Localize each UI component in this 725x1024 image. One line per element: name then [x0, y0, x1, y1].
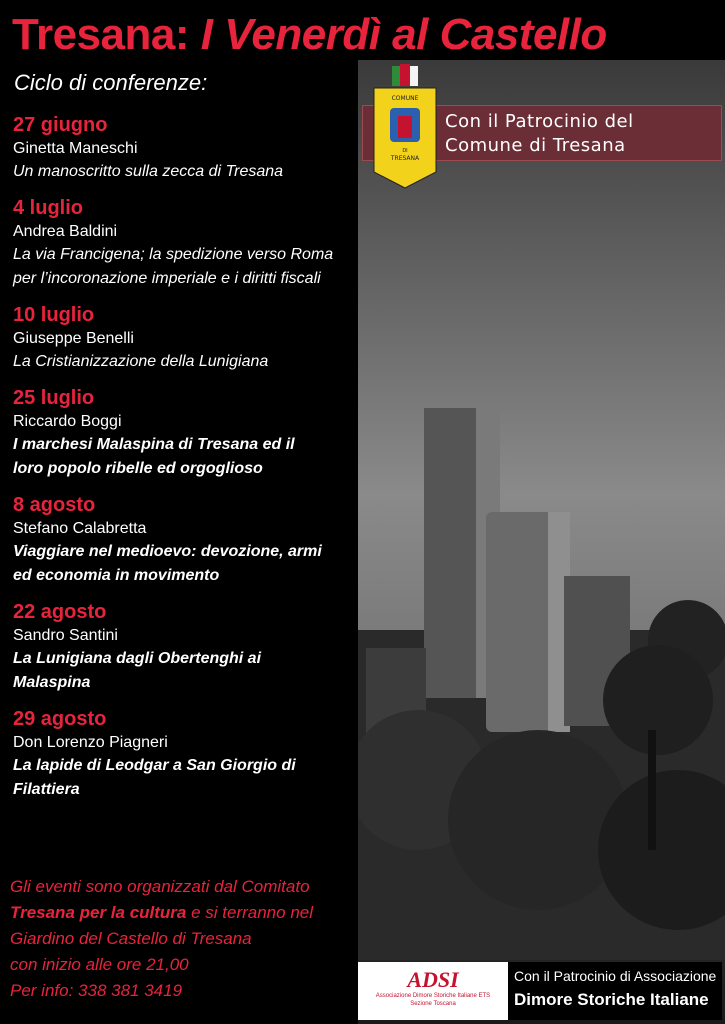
- castle-illustration: [358, 400, 725, 960]
- title-place: Tresana:: [12, 10, 201, 59]
- event-item: [13, 385, 358, 481]
- event-date: 27 giugno: [13, 114, 108, 136]
- event-info-footer: [10, 874, 358, 1004]
- event-item: [13, 302, 358, 374]
- title-series: I Venerdì al Castello: [200, 10, 607, 59]
- event-talk-line: La Lunigiana dagli Obertenghi ai: [13, 650, 262, 667]
- event-talk-line: La via Francigena; la spedizione verso Roma: [13, 246, 334, 263]
- event-speaker: Riccardo Boggi: [13, 413, 122, 430]
- footer-phone: Per info: 338 381 3419: [10, 981, 183, 1000]
- adsi-logo-text: ADSI: [407, 967, 459, 992]
- event-item: [13, 599, 358, 695]
- event-date: 22 agosto: [13, 601, 107, 623]
- footer-line: con inizio alle ore 21,00: [10, 955, 189, 974]
- event-talk-line: per l’incoronazione imperiale e i diritti fiscali: [13, 270, 321, 287]
- patronage-line2: Comune di Tresana: [445, 135, 626, 156]
- adsi-logo: [358, 962, 508, 1020]
- event-item: [13, 195, 358, 291]
- event-talk-line: Filattiera: [13, 781, 80, 798]
- footer-line: Giardino del Castello di Tresana: [10, 929, 252, 948]
- dimore-line1: Con il Patrocinio di Associazione: [514, 968, 717, 984]
- footer-line: Gli eventi sono organizzati dal Comitato: [10, 877, 310, 896]
- event-item: [13, 112, 358, 184]
- event-date: 25 luglio: [13, 387, 95, 409]
- event-talk-line: La Cristianizzazione della Lunigiana: [13, 353, 269, 370]
- subtitle: Ciclo di conferenze:: [14, 70, 208, 95]
- event-speaker: Don Lorenzo Piagneri: [13, 734, 168, 751]
- event-talk-line: Malaspina: [13, 674, 91, 691]
- event-speaker: Stefano Calabretta: [13, 520, 147, 537]
- adsi-sub1: Associazione Dimore Storiche Italiane ETS: [375, 993, 491, 999]
- gonfalone-bottom-text: TRESANA: [390, 155, 420, 162]
- adsi-sub2: Sezione Toscana: [410, 1001, 456, 1007]
- event-speaker: Sandro Santini: [13, 627, 118, 644]
- event-date: 8 agosto: [13, 494, 96, 516]
- dimore-patronage: [508, 962, 722, 1020]
- event-talk-line: I marchesi Malaspina di Tresana ed il: [13, 436, 295, 453]
- event-date: 10 luglio: [13, 304, 95, 326]
- footer-line-rest: e si terranno nel: [186, 903, 314, 922]
- event-date: 29 agosto: [13, 708, 107, 730]
- organizer-name: Tresana per la cultura: [10, 903, 187, 922]
- page-title: [12, 10, 607, 60]
- gonfalone-flag-icon: [372, 60, 438, 190]
- gonfalone-top-text: COMUNE: [391, 95, 419, 102]
- event-talk-line: loro popolo ribelle ed orgoglioso: [13, 460, 263, 477]
- event-talk-line: La lapide di Leodgar a San Giorgio di: [13, 757, 296, 774]
- event-speaker: Giuseppe Benelli: [13, 330, 134, 347]
- event-item: [13, 492, 358, 588]
- event-talk-line: Un manoscritto sulla zecca di Tresana: [13, 163, 284, 180]
- footer-line: [10, 900, 358, 926]
- event-item: [13, 706, 358, 802]
- event-list: [13, 112, 358, 813]
- event-speaker: Ginetta Maneschi: [13, 140, 138, 157]
- gonfalone-di-text: DI: [402, 148, 408, 154]
- event-speaker: Andrea Baldini: [13, 223, 118, 240]
- event-talk-line: ed economia in movimento: [13, 567, 220, 584]
- patronage-line1: Con il Patrocinio del: [445, 111, 634, 132]
- event-date: 4 luglio: [13, 197, 83, 219]
- patronage-text: [445, 110, 634, 158]
- dimore-line2: Dimore Storiche Italiane: [514, 990, 709, 1009]
- event-talk-line: Viaggiare nel medioevo: devozione, armi: [13, 543, 322, 560]
